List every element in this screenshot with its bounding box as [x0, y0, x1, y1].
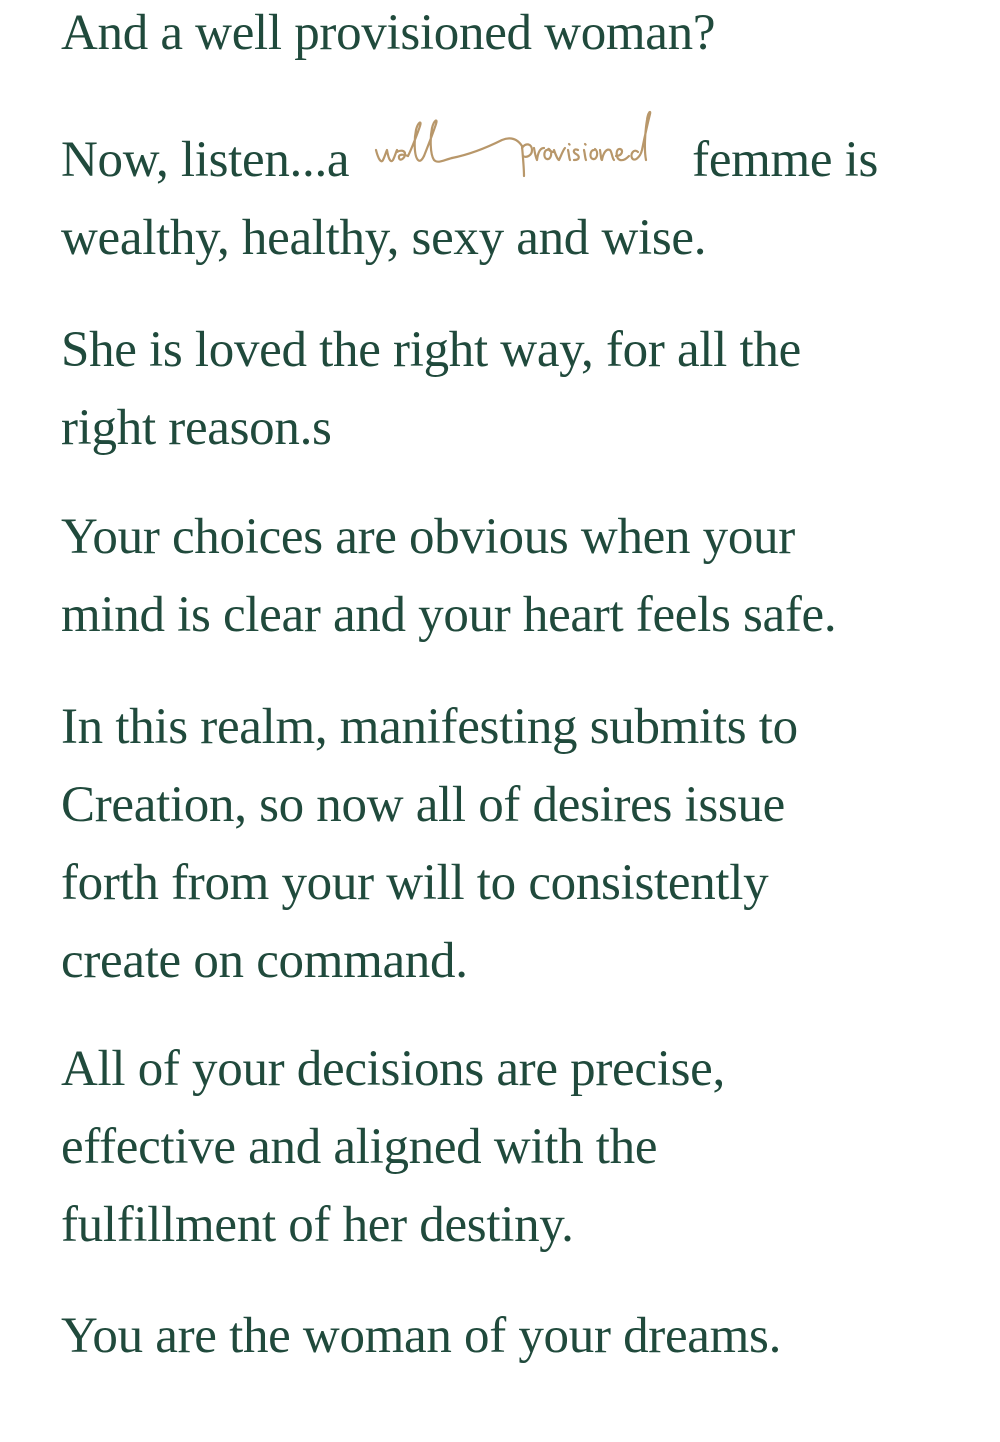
paragraph-realm — [61, 688, 798, 1000]
paragraph-line: Your choices are obvious when your — [61, 509, 795, 565]
paragraph-line — [61, 121, 878, 199]
paragraph-line: effective and aligned with the — [61, 1119, 658, 1175]
paragraph-line: Creation, so now all of desires issue — [61, 777, 786, 833]
paragraph-choices — [61, 498, 836, 654]
handwritten-script-graphic — [372, 106, 672, 186]
paragraph-question — [61, 0, 715, 72]
paragraph-definition — [61, 121, 878, 277]
paragraph-line: She is loved the right way, for all the — [61, 322, 801, 378]
paragraph-line: All of your decisions are precise, — [61, 1041, 725, 1097]
paragraph-line: In this realm, manifesting submits to — [61, 699, 798, 755]
paragraph-decisions — [61, 1030, 725, 1264]
paragraph-line: fulfillment of her destiny. — [61, 1197, 574, 1253]
paragraph-line: wealthy, healthy, sexy and wise. — [61, 210, 707, 266]
paragraph-line: create on command. — [61, 933, 468, 989]
paragraph-line: right reason.s — [61, 400, 332, 456]
line-text-after: femme is — [692, 132, 879, 188]
paragraph-line: mind is clear and your heart feels safe. — [61, 587, 837, 643]
line-text-before: Now, listen...a — [61, 132, 350, 188]
paragraph-line: forth from your will to consistently — [61, 855, 769, 911]
paragraph-love — [61, 311, 801, 467]
paragraph-line: And a well provisioned woman? — [61, 5, 716, 61]
paragraph-closing — [61, 1297, 781, 1375]
paragraph-line: You are the woman of your dreams. — [61, 1308, 782, 1364]
script-accent-phrase — [372, 122, 672, 182]
